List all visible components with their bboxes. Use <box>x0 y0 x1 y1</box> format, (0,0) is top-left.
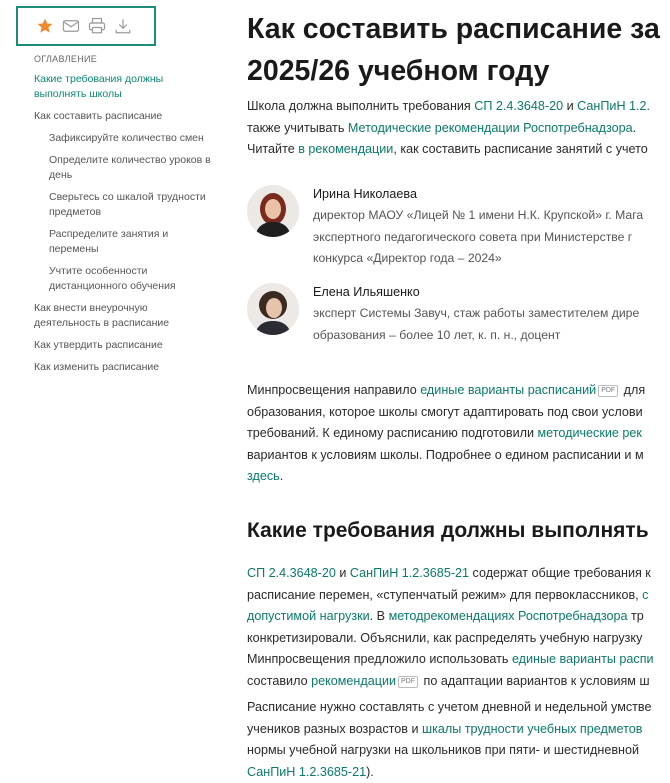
text: для <box>620 383 646 397</box>
text: ). <box>366 764 374 779</box>
toc-item-label: Зафиксируйте количество смен <box>49 132 204 144</box>
text: образования, которое школы смогут адаптировать под свои услови <box>247 404 643 419</box>
toc-item[interactable] <box>34 72 219 102</box>
toc-item[interactable] <box>34 109 219 124</box>
text: содержат общие требования к <box>469 566 651 580</box>
text: и <box>335 566 350 580</box>
toc-item[interactable] <box>34 360 219 375</box>
toc-item-label: дистанционного обучения <box>49 280 176 292</box>
print-icon[interactable] <box>84 14 110 38</box>
mail-icon[interactable] <box>58 14 84 38</box>
text: расписание перемен, «ступенчатый режим» для первоклассников, <box>247 587 643 602</box>
text: эксперт Системы Завуч, стаж работы заместителем дире <box>313 306 640 320</box>
link-sanpin[interactable]: СанПиН 1.2.3685-21 <box>247 764 367 779</box>
toc-item-label: Как изменить расписание <box>34 361 160 373</box>
toc-item-label: Как внести внеурочную <box>34 302 148 314</box>
pdf-badge: PDF <box>398 676 418 688</box>
toc-item[interactable] <box>34 301 219 331</box>
text: Расписание нужно составлять с учетом дневной и недельной умстве <box>247 700 652 714</box>
toc-item-label: Как составить расписание <box>34 110 163 122</box>
text: директор МАОУ «Лицей № 1 имени Н.К. Крупской» г. Мага <box>313 208 644 222</box>
text: вариантов к условиям школы. Подробнее о едином расписании и м <box>247 447 644 462</box>
toc-item-label: день <box>49 169 73 181</box>
toc-item-label: деятельность в расписание <box>34 317 170 329</box>
text: по адаптации вариантов к условиям ш <box>420 673 650 688</box>
avatar <box>247 185 299 237</box>
toc-item-label: выполнять школы <box>34 88 122 100</box>
text: . <box>279 469 284 483</box>
text: Минпросвещения предложило использовать <box>247 652 512 666</box>
text: тр <box>627 609 644 623</box>
author-name: Ирина Николаева <box>313 187 417 201</box>
link-sp[interactable]: СП 2.4.3648-20 <box>247 566 336 580</box>
text: Читайте <box>247 142 299 156</box>
text: учеников разных возрастов и <box>247 721 422 736</box>
toc-item-label: Распределите занятия и <box>49 228 169 240</box>
author-description <box>313 205 643 270</box>
page-title <box>247 8 670 92</box>
text: составило <box>247 673 312 688</box>
link-method-recs[interactable]: методические рек <box>537 426 642 440</box>
text: Школа должна выполнить требования <box>247 99 475 113</box>
link-sanpin[interactable]: СанПиН 1.2.3685-21 <box>349 566 470 580</box>
text: образования – более 10 лет, к. п. н., доцент <box>313 327 561 342</box>
page-title-line1: Как составить расписание за <box>247 13 660 45</box>
text: Минпросвещения направило <box>247 383 421 397</box>
text: и <box>563 99 578 113</box>
toc-list <box>34 72 219 375</box>
paragraph <box>247 563 670 692</box>
link-unified-schedules[interactable]: единые варианты расписаний <box>420 383 597 397</box>
text: . В <box>369 609 389 623</box>
toc-item-label: предметов <box>49 206 102 218</box>
toc-item[interactable] <box>34 338 219 353</box>
avatar <box>247 283 299 335</box>
link-difficulty-scale[interactable]: шкалы трудности учебных предметов <box>421 721 643 736</box>
paragraph <box>247 380 670 488</box>
download-icon[interactable] <box>110 14 136 38</box>
text: конкурса «Директор года – 2024» <box>313 251 502 265</box>
toc-item-label: Какие требования должны <box>34 73 164 85</box>
text: нормы учебной нагрузки на школьников при пяти- и шестидневной <box>247 743 640 757</box>
article-toolbar <box>16 6 156 46</box>
paragraph <box>247 697 670 783</box>
toc-item-label: Сверьтесь со шкалой трудности <box>49 191 206 203</box>
link-here[interactable]: здесь <box>247 469 280 483</box>
star-icon[interactable] <box>32 14 58 38</box>
text: требований. К единому расписанию подготовили <box>247 426 538 440</box>
link-method-recs[interactable]: Методические рекомендации Роспотребнадзора <box>347 120 633 135</box>
toc-item[interactable] <box>34 190 219 220</box>
toc-item[interactable] <box>34 264 219 294</box>
link-allowed-load[interactable]: допустимой нагрузки <box>247 609 370 623</box>
page-title-line2: 2025/26 учебном году <box>247 55 550 87</box>
intro-paragraph <box>247 96 670 161</box>
link-sp[interactable]: СП 2.4.3648-20 <box>474 99 564 113</box>
link-recommendations[interactable]: рекомендации <box>311 673 397 688</box>
text: экспертного педагогического совета при Министерстве г <box>313 229 633 244</box>
text: , как составить расписание занятий с учето <box>393 142 648 156</box>
text: . <box>632 120 637 135</box>
toc-item[interactable] <box>34 131 219 146</box>
author-description <box>313 303 639 346</box>
toc-item-label: Как утвердить расписание <box>34 339 163 351</box>
pdf-badge: PDF <box>598 385 618 397</box>
toc-item-label: Определите количество уроков в <box>49 154 211 166</box>
section-heading: Какие требования должны выполнять <box>247 519 649 542</box>
text: также учитывать <box>247 120 348 135</box>
link-sanpin[interactable]: СанПиН 1.2. <box>577 99 651 113</box>
link-inline[interactable]: с <box>642 587 649 602</box>
text: конкретизировали. Объяснили, как распределять учебную нагрузку <box>247 630 643 645</box>
toc-title: ОГЛАВЛЕНИЕ <box>34 54 98 64</box>
link-recommendation[interactable]: в рекомендации <box>298 142 394 156</box>
toc-item[interactable] <box>34 227 219 257</box>
toc-item-label: Учтите особенности <box>49 265 148 277</box>
toc-item[interactable] <box>34 153 219 183</box>
link-unified-schedules[interactable]: единые варианты распи <box>511 652 654 666</box>
author-name: Елена Ильяшенко <box>313 285 420 299</box>
link-method-recs[interactable]: методрекомендациях Роспотребнадзора <box>388 609 628 623</box>
table-of-contents <box>34 54 219 382</box>
toc-item-label: перемены <box>49 243 99 255</box>
